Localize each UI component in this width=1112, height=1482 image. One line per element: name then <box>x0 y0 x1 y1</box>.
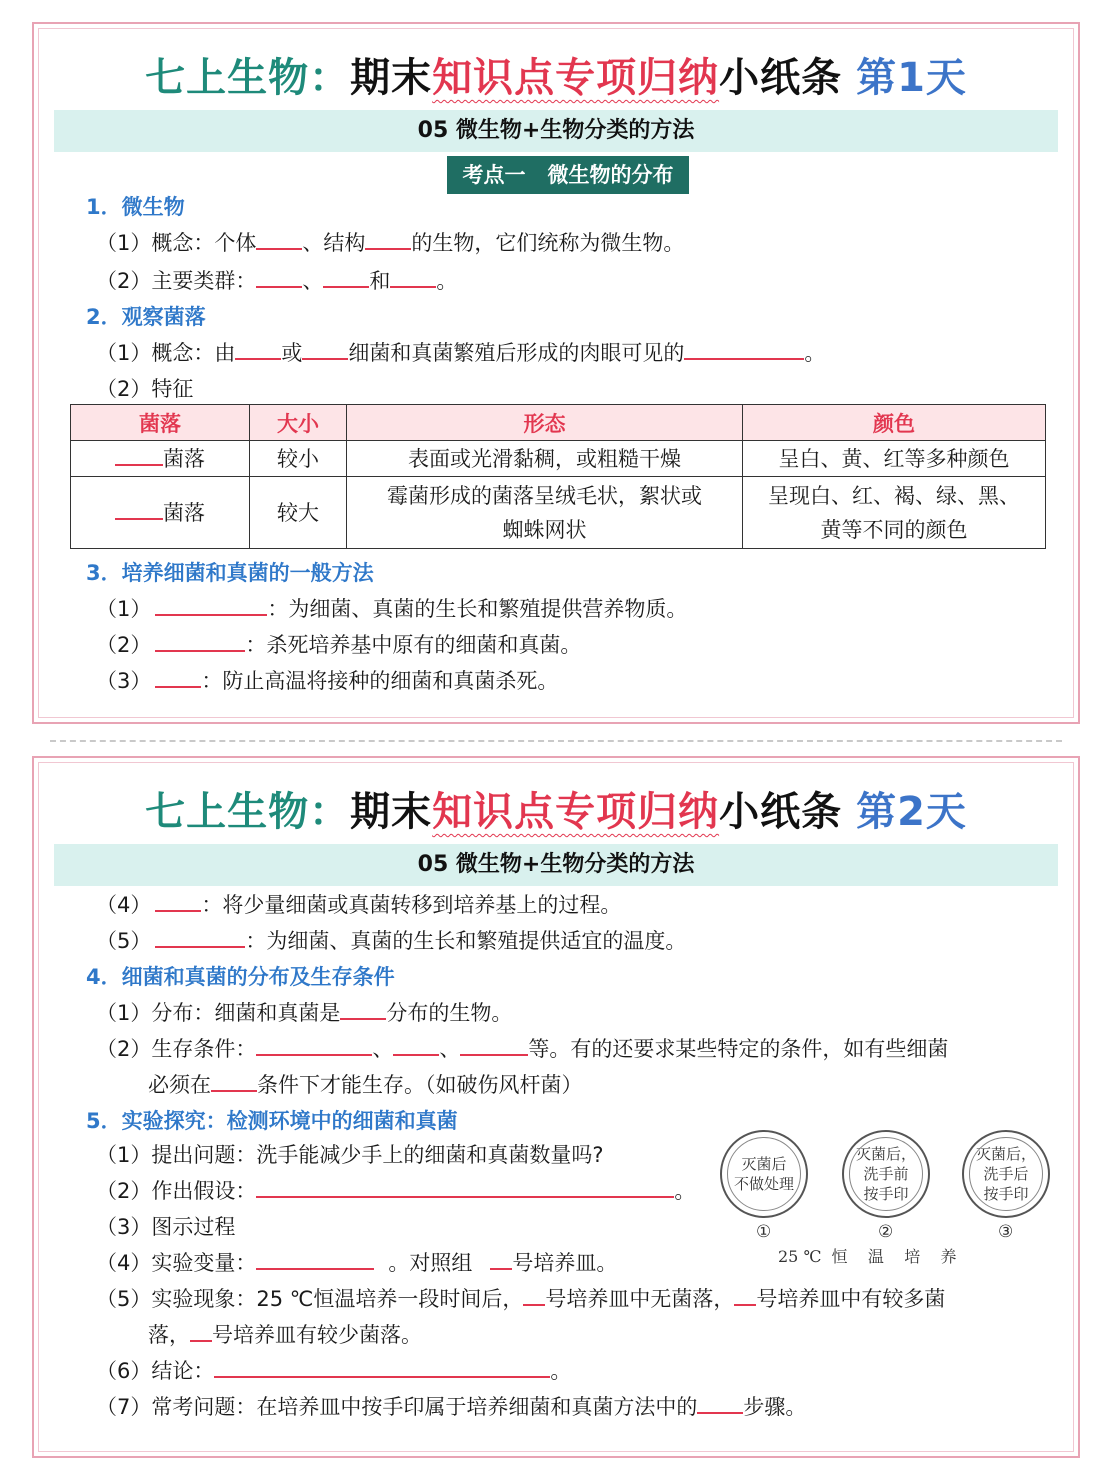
text-line: （1）概念：由 或 细菌和真菌繁殖后形成的肉眼可见的 。 <box>96 338 825 368</box>
answer-blank <box>523 1284 545 1306</box>
section-heading-colony: 2．观察菌落 <box>86 305 206 329</box>
answer-blank <box>734 1284 756 1306</box>
answer-blank <box>115 444 163 466</box>
dashed-divider <box>50 740 1062 742</box>
text-line: （7）常考问题：在培养皿中按手印属于培养细菌和真菌方法中的 步骤。 <box>96 1392 806 1422</box>
text-line: 落， 号培养皿有较少菌落。 <box>148 1320 422 1350</box>
note-card-day1 <box>32 22 1080 724</box>
answer-blank <box>390 266 436 288</box>
answer-blank <box>697 1392 743 1414</box>
answer-blank <box>256 266 302 288</box>
answer-blank <box>211 1070 257 1092</box>
petri-dish-3: 灭菌后， 洗手后 按手印 <box>962 1130 1050 1218</box>
dish-number-3: ③ <box>998 1222 1014 1242</box>
text-line: （4） ：将少量细菌或真菌转移到培养基上的过程。 <box>96 890 621 920</box>
note-card-day2 <box>32 756 1080 1458</box>
chapter-banner: 05 微生物+生物分类的方法 <box>54 844 1058 886</box>
answer-blank <box>256 1248 374 1270</box>
table-header-row: 菌落 大小 形态 颜色 <box>71 405 1046 441</box>
table-row: 菌落 较小 表面或光滑黏稠，或粗糙干燥 呈白、黄、红等多种颜色 <box>71 441 1046 477</box>
answer-blank <box>256 1034 372 1056</box>
section-heading-microbes: 1．微生物 <box>86 195 185 219</box>
dish-number-2: ② <box>878 1222 894 1242</box>
answer-blank <box>235 338 281 360</box>
text-line: （1）提出问题：洗手能减少手上的细菌和真菌数量吗? <box>96 1143 604 1167</box>
answer-blank <box>155 890 201 912</box>
answer-blank <box>155 666 201 688</box>
topic-tag: 考点一 微生物的分布 <box>447 156 689 194</box>
answer-blank <box>214 1356 550 1378</box>
text-line: 必须在 条件下才能生存。（如破伤风杆菌） <box>148 1070 583 1100</box>
section-heading-distribution: 4．细菌和真菌的分布及生存条件 <box>86 965 395 989</box>
answer-blank <box>155 594 267 616</box>
text-line: （2）生存条件： 、 、 等。有的还要求某些特定的条件，如有些细菌 <box>96 1034 948 1064</box>
text-line: （1）分布：细菌和真菌是 分布的生物。 <box>96 998 512 1028</box>
answer-blank <box>323 266 369 288</box>
answer-blank <box>490 1248 512 1270</box>
answer-blank <box>460 1034 528 1056</box>
answer-blank <box>155 630 245 652</box>
text-line: （1） ：为细菌、真菌的生长和繁殖提供营养物质。 <box>96 594 687 624</box>
answer-blank <box>115 498 163 520</box>
text-line: （5） ：为细菌、真菌的生长和繁殖提供适宜的温度。 <box>96 926 686 956</box>
answer-blank <box>393 1034 439 1056</box>
incubation-caption: 25 ℃ 恒 温 培 养 <box>778 1247 957 1266</box>
petri-dish-1: 灭菌后 不做处理 <box>720 1130 808 1218</box>
section-heading-culture: 3．培养细菌和真菌的一般方法 <box>86 561 374 585</box>
answer-blank <box>302 338 348 360</box>
chapter-banner: 05 微生物+生物分类的方法 <box>54 110 1058 152</box>
answer-blank <box>365 228 411 250</box>
table-row: 菌落 较大 霉菌形成的菌落呈绒毛状，絮状或 蜘蛛网状 呈现白、红、褐、绿、黑、 黄等不同的颜色 <box>71 477 1046 549</box>
text-line: （5）实验现象：25 ℃恒温培养一段时间后， 号培养皿中无菌落， 号培养皿中有较多菌 <box>96 1284 945 1314</box>
colony-feature-table <box>70 404 1046 549</box>
text-line: （3） ：防止高温将接种的细菌和真菌杀死。 <box>96 666 558 696</box>
answer-blank <box>190 1320 212 1342</box>
text-line: （4）实验变量： 。对照组 号培养皿。 <box>96 1248 617 1278</box>
text-line: （2）主要类群： 、 和 。 <box>96 266 457 296</box>
dish-number-1: ① <box>756 1222 772 1242</box>
page-title: 七上生物：期末知识点专项归纳小纸条 第1天 <box>145 55 967 101</box>
text-line: （2） ：杀死培养基中原有的细菌和真菌。 <box>96 630 581 660</box>
text-line: （3）图示过程 <box>96 1215 236 1239</box>
text-line: （6）结论： 。 <box>96 1356 571 1386</box>
answer-blank <box>340 998 386 1020</box>
section-heading-experiment: 5．实验探究：检测环境中的细菌和真菌 <box>86 1109 458 1133</box>
answer-blank <box>256 228 302 250</box>
text-line: （2）作出假设： 。 <box>96 1176 695 1206</box>
answer-blank <box>256 1176 674 1198</box>
day-label: 第2天 <box>856 789 967 835</box>
page-title: 七上生物：期末知识点专项归纳小纸条 第2天 <box>145 789 967 835</box>
answer-blank <box>155 926 245 948</box>
day-label: 第1天 <box>856 55 967 101</box>
text-line: （1）概念：个体 、结构 的生物，它们统称为微生物。 <box>96 228 684 258</box>
petri-dish-2: 灭菌后， 洗手前 按手印 <box>842 1130 930 1218</box>
text-line: （2）特征 <box>96 377 194 401</box>
answer-blank <box>684 338 804 360</box>
